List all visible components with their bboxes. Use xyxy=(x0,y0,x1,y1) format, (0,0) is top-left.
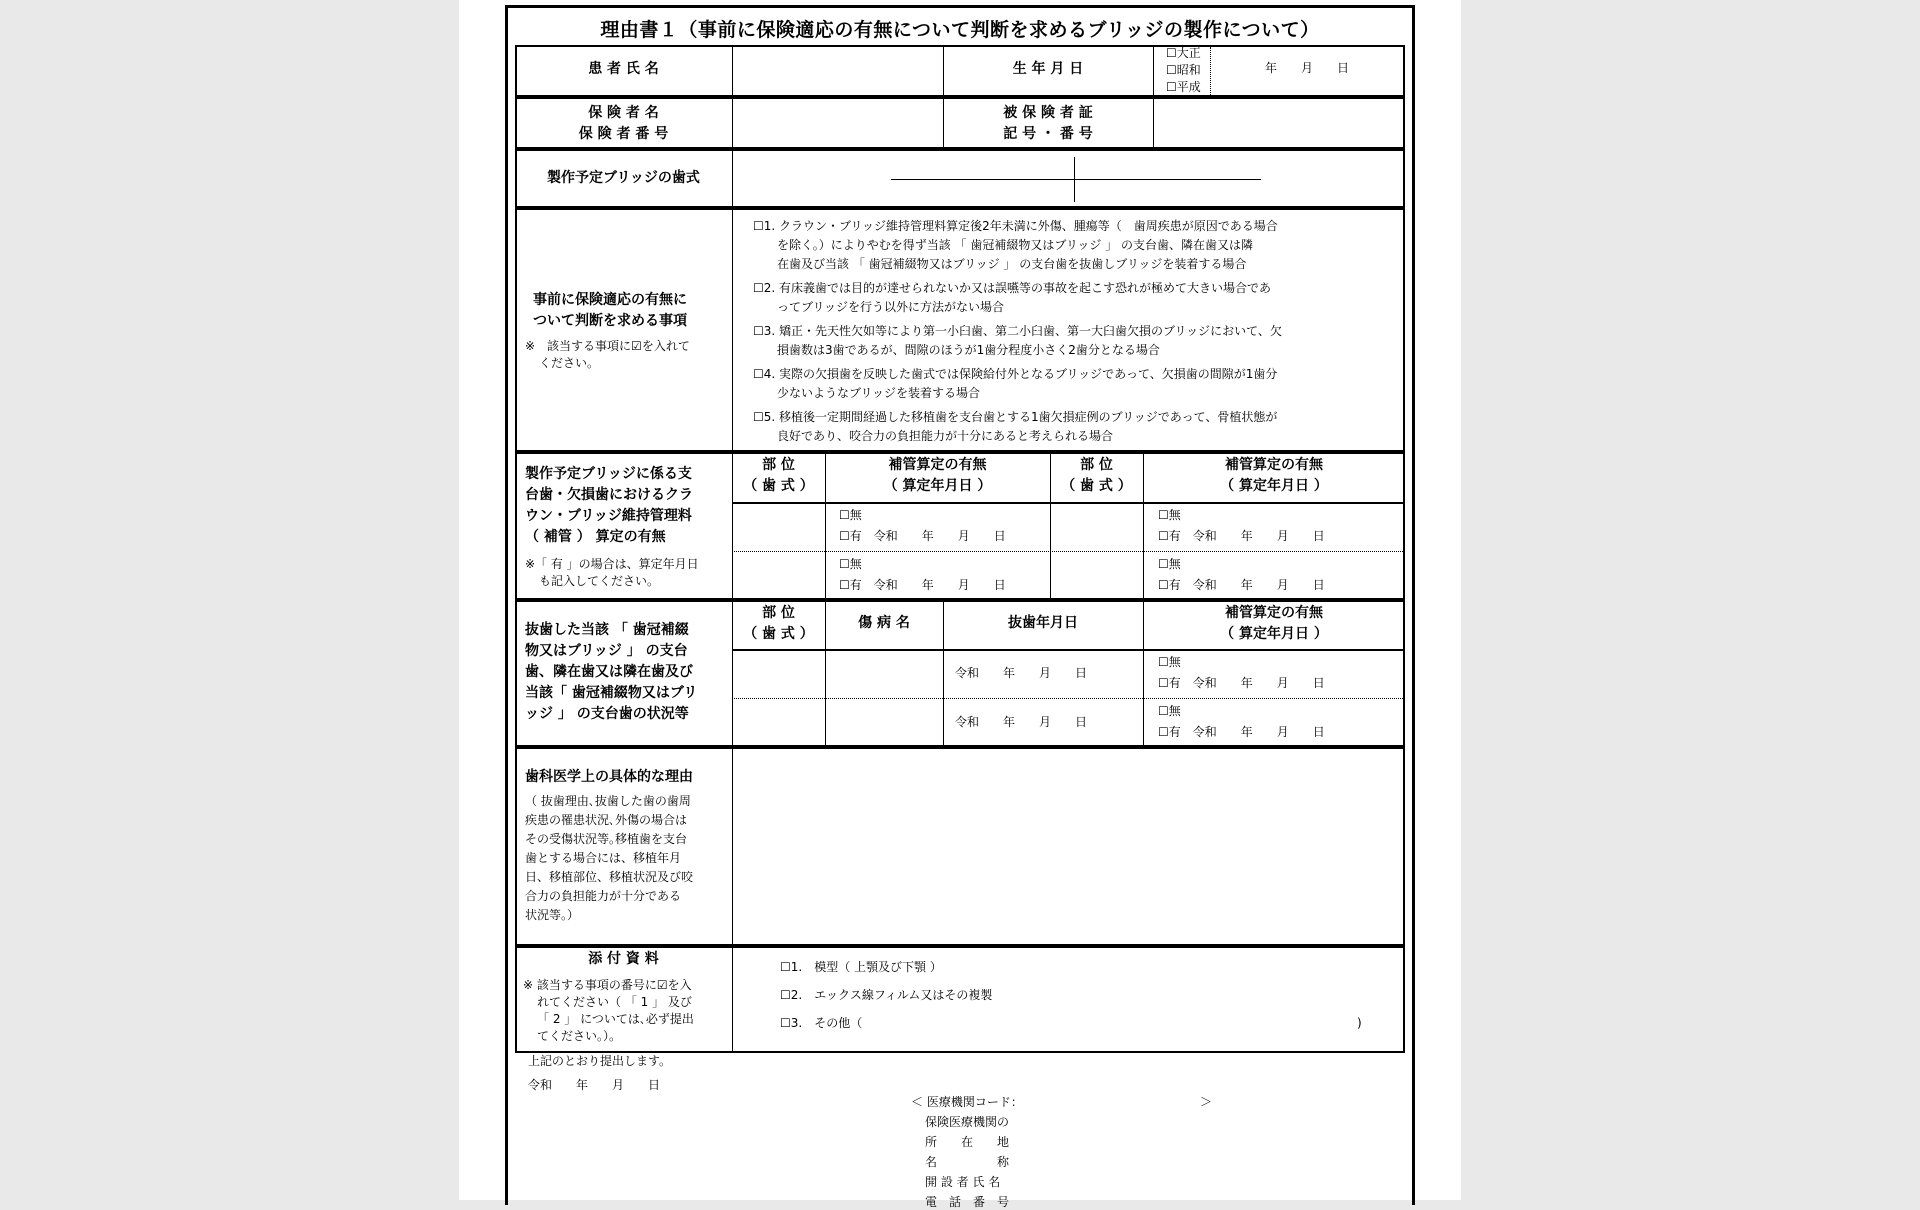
attach-note-2: れてください（ 「 1 」 及び xyxy=(537,995,692,1009)
extract-hokan-b: （ 算定年月日 ） xyxy=(1220,626,1328,642)
form-frame xyxy=(505,5,1415,1209)
crown-hokan-2b: （ 算定年月日 ） xyxy=(1220,478,1328,494)
patient-name-label: 患 者 氏 名 xyxy=(588,61,659,77)
reason-note-2: 疾患の罹患状況､外傷の場合は xyxy=(525,813,688,827)
attach-item-3-close: ) xyxy=(1357,1016,1362,1030)
extract-nashi-2[interactable]: ☐無 xyxy=(1158,704,1181,718)
crown-hokan-1a: 補管算定の有無 xyxy=(888,457,987,473)
bridge-formula-label: 製作予定ブリッジの歯式 xyxy=(547,170,700,186)
crown-ari-4[interactable]: ☐有 令和 年 月 日 xyxy=(1158,578,1325,592)
form-title: 理由書１（事前に保険適応の有無について判断を求めるブリッジの製作について） xyxy=(600,19,1320,41)
extract-label-5: ッジ 」 の支台歯の状況等 xyxy=(525,706,689,722)
attach-item-3[interactable]: ☐3. その他（ xyxy=(780,1016,863,1030)
patient-name-field[interactable] xyxy=(733,46,942,96)
inst-line-4: 開 設 者 氏 名 xyxy=(925,1175,1001,1189)
era-taisho[interactable]: ☐大正 xyxy=(1166,46,1201,60)
insurer-label-1: 保 険 者 名 xyxy=(588,105,659,121)
crown-label-4: （ 補管 ） 算定の有無 xyxy=(525,529,666,545)
crown-label-1: 製作予定ブリッジに係る支 xyxy=(525,466,692,482)
crown-bui-2a: 部 位 xyxy=(1080,457,1113,473)
form-grid xyxy=(515,45,1405,1053)
extract-date-2[interactable]: 令和 年 月 日 xyxy=(955,715,1088,729)
birthdate-label: 生 年 月 日 xyxy=(1012,61,1084,77)
inst-line-3: 名 称 xyxy=(925,1155,1010,1169)
birthdate-ymd: 年 月 日 xyxy=(1265,61,1350,75)
insured-label-2: 記 号 ・ 番 号 xyxy=(1003,126,1093,142)
crown-label-2: 台歯・欠損歯におけるクラ xyxy=(525,487,693,503)
insurer-label-2: 保 険 者 番 号 xyxy=(578,126,669,142)
judgement-note-2: ください。 xyxy=(539,356,600,370)
tooth-formula-horizontal xyxy=(891,179,1261,180)
crown-nashi-2[interactable]: ☐無 xyxy=(839,557,862,571)
crown-hokan-2a: 補管算定の有無 xyxy=(1225,457,1323,473)
attach-item-2[interactable]: ☐2. エックス線フィルム又はその複製 xyxy=(780,988,993,1002)
crown-bui-1b: （ 歯 式 ） xyxy=(743,478,814,494)
item-2-line-2: ってブリッジを行う以外に方法がない場合 xyxy=(777,300,1005,314)
submit-date: 令和 年 月 日 xyxy=(528,1078,661,1092)
inst-line-1: 保険医療機関の xyxy=(925,1115,1010,1129)
era-showa[interactable]: ☐昭和 xyxy=(1166,63,1201,77)
attach-note-4: てください。）。 xyxy=(537,1029,622,1043)
item-2-line-1[interactable]: ☐2. 有床義歯では目的が達せられないか又は誤嚥等の事故を起こす恐れが極めて大きい場合であ xyxy=(753,281,1272,295)
extract-bui-a: 部 位 xyxy=(762,605,795,621)
item-1-line-2: を除く。）によりやむを得ず当該 「 歯冠補綴物又はブリッジ 」 の支台歯、隣在歯又は隣 xyxy=(777,238,1254,252)
extract-ari-2[interactable]: ☐有 令和 年 月 日 xyxy=(1158,725,1325,739)
reason-note-3: その受傷状況等｡移植歯を支台 xyxy=(525,832,688,846)
crown-note-2: も記入してください。 xyxy=(539,574,660,588)
inst-code-close: ＞ xyxy=(1200,1095,1213,1109)
crown-nashi-1[interactable]: ☐無 xyxy=(839,508,862,522)
item-4-line-2: 少ないようなブリッジを装着する場合 xyxy=(777,386,981,400)
extract-nashi-1[interactable]: ☐無 xyxy=(1158,655,1181,669)
extract-hokan-a: 補管算定の有無 xyxy=(1225,605,1323,621)
extract-label-3: 歯、隣在歯又は隣在歯及び xyxy=(525,664,693,680)
extract-date-label: 抜歯年月日 xyxy=(1008,615,1078,631)
reason-note-6: 合力の負担能力が十分である xyxy=(525,889,682,903)
attach-label: 添 付 資 料 xyxy=(588,951,659,967)
extract-date-1[interactable]: 令和 年 月 日 xyxy=(955,666,1088,680)
crown-label-3: ウン・ブリッジ維持管理料 xyxy=(525,508,692,524)
extract-ari-1[interactable]: ☐有 令和 年 月 日 xyxy=(1158,676,1325,690)
extract-label-2: 物又はブリッジ 」 の支台 xyxy=(525,643,688,659)
crown-nashi-4[interactable]: ☐無 xyxy=(1158,557,1181,571)
judgement-label-1: 事前に保険適応の有無に xyxy=(533,292,687,308)
disease-label: 傷 病 名 xyxy=(858,615,910,631)
crown-ari-3[interactable]: ☐有 令和 年 月 日 xyxy=(1158,529,1325,543)
attach-note-3: 「 2 」 については､必ず提出 xyxy=(537,1012,694,1026)
crown-ari-2[interactable]: ☐有 令和 年 月 日 xyxy=(839,578,1006,592)
item-5-line-1[interactable]: ☐5. 移植後一定期間経過した移植歯を支台歯とする1歯欠損症例のブリッジであって、骨植状態が xyxy=(753,410,1278,424)
crown-bui-1a: 部 位 xyxy=(762,457,795,473)
reason-note-5: 日、移植部位、移植状況及び咬 xyxy=(525,870,694,884)
item-4-line-1[interactable]: ☐4. 実際の欠損歯を反映した歯式では保険給付外となるブリッジであって、欠損歯の間隙が1歯分 xyxy=(753,367,1278,381)
item-3-line-1[interactable]: ☐3. 矯正・先天性欠如等により第一小臼歯、第二小臼歯、第一大臼歯欠損のブリッジにおいて、欠 xyxy=(753,324,1282,338)
era-heisei[interactable]: ☐平成 xyxy=(1166,80,1201,94)
crown-nashi-3[interactable]: ☐無 xyxy=(1158,508,1181,522)
reason-note-1: （ 抜歯理由､抜歯した歯の歯周 xyxy=(525,794,691,808)
item-1-line-3: 在歯及び当該 「 歯冠補綴物又はブリッジ 」 の支台歯を抜歯しブリッジを装着する場合 xyxy=(777,257,1247,271)
attach-item-1[interactable]: ☐1. 模型（ 上顎及び下顎 ） xyxy=(780,960,942,974)
item-3-line-2: 損歯数は3歯であるが、間隙のほうが1歯分程度小さく2歯分となる場合 xyxy=(777,343,1160,357)
crown-note-1: ※「 有 」の場合は、算定年月日 xyxy=(525,557,699,571)
judgement-note-1: ※ 該当する事項に☑を入れて xyxy=(525,339,690,353)
extract-bui-b: （ 歯 式 ） xyxy=(743,626,814,642)
submit-text: 上記のとおり提出します。 xyxy=(528,1054,672,1068)
inst-line-2: 所 在 地 xyxy=(925,1135,1010,1149)
inst-code-open: ＜ 医療機関コード： xyxy=(911,1095,1023,1109)
judgement-label-2: ついて判断を求める事項 xyxy=(533,313,687,329)
document-page xyxy=(459,0,1461,1209)
crown-bui-2b: （ 歯 式 ） xyxy=(1061,478,1132,494)
reason-field[interactable] xyxy=(734,749,1403,944)
reason-note-4: 歯とする場合には、移植年月 xyxy=(525,851,682,865)
insured-label-1: 被 保 険 者 証 xyxy=(1003,105,1093,121)
item-5-line-2: 良好であり、咬合力の負担能力が十分にあると考えられる場合 xyxy=(777,429,1114,443)
item-1-line-1[interactable]: ☐1. クラウン・ブリッジ維持管理料算定後2年未満に外傷、腫瘍等（ 歯周疾患が原因である場合 xyxy=(753,219,1278,233)
extract-label-4: 当該「 歯冠補綴物又はブリ xyxy=(525,685,698,701)
crown-ari-1[interactable]: ☐有 令和 年 月 日 xyxy=(839,529,1006,543)
reason-note-7: 状況等。） xyxy=(525,908,580,922)
crown-hokan-1b: （ 算定年月日 ） xyxy=(883,478,992,494)
reason-label: 歯科医学上の具体的な理由 xyxy=(525,769,693,785)
attach-note-1: ※ 該当する事項の番号に☑を入 xyxy=(523,978,692,992)
tooth-formula-vertical xyxy=(1074,157,1075,202)
inst-line-5: 電 話 番 号 xyxy=(925,1195,1010,1209)
extract-label-1: 抜歯した当該 「 歯冠補綴 xyxy=(525,622,689,638)
